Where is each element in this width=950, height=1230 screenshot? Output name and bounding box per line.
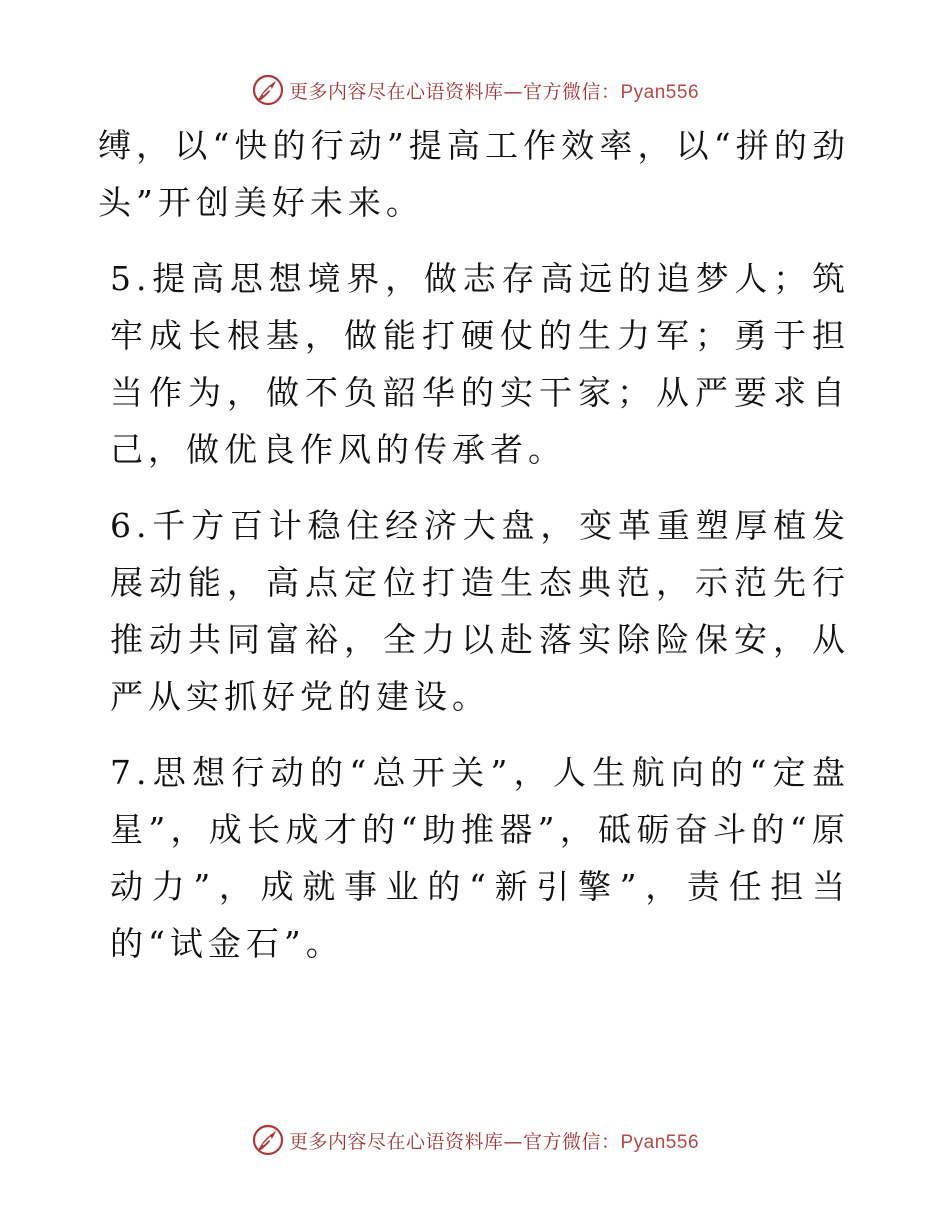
footer-banner-label: 更多内容尽在心语资料库—官方微信： (288, 1130, 621, 1153)
header-banner-label: 更多内容尽在心语资料库—官方微信： (288, 80, 621, 103)
footer-banner (0, 1120, 950, 1160)
header-wechat-id: Pyan556 (620, 81, 700, 103)
paragraph-item-6: 6.千方百计稳住经济大盘，变革重塑厚植发展动能，高点定位打造生态典范，示范先行推动共同富裕，全力以赴落实除险保安，从严从实抓好党的建设。 (110, 506, 850, 716)
document-body (98, 117, 850, 991)
header-banner-text (289, 77, 699, 104)
paragraph-item-5: 5.提高思想境界，做志存高远的追梦人；筑牢成长根基，做能打硬仗的生力军；勇于担当作为，做不负韶华的实干家；从严要求自己，做优良作风的传承者。 (110, 259, 850, 469)
footer-wechat-id: Pyan556 (620, 1131, 700, 1153)
pen-nib-logo-icon (251, 1123, 285, 1157)
footer-banner-text (289, 1127, 699, 1154)
header-banner (0, 70, 950, 110)
pen-nib-logo-icon (251, 73, 285, 107)
paragraph-item-7: 7.思想行动的“总开关”，人生航向的“定盘星”，成长成才的“助推器”，砥砺奋斗的“原动力”，成就事业的“新引擎”，责任担当的“试金石”。 (110, 753, 850, 963)
paragraph-continuation: 缚，以“快的行动”提高工作效率，以“拼的劲头”开创美好未来。 (98, 126, 850, 222)
